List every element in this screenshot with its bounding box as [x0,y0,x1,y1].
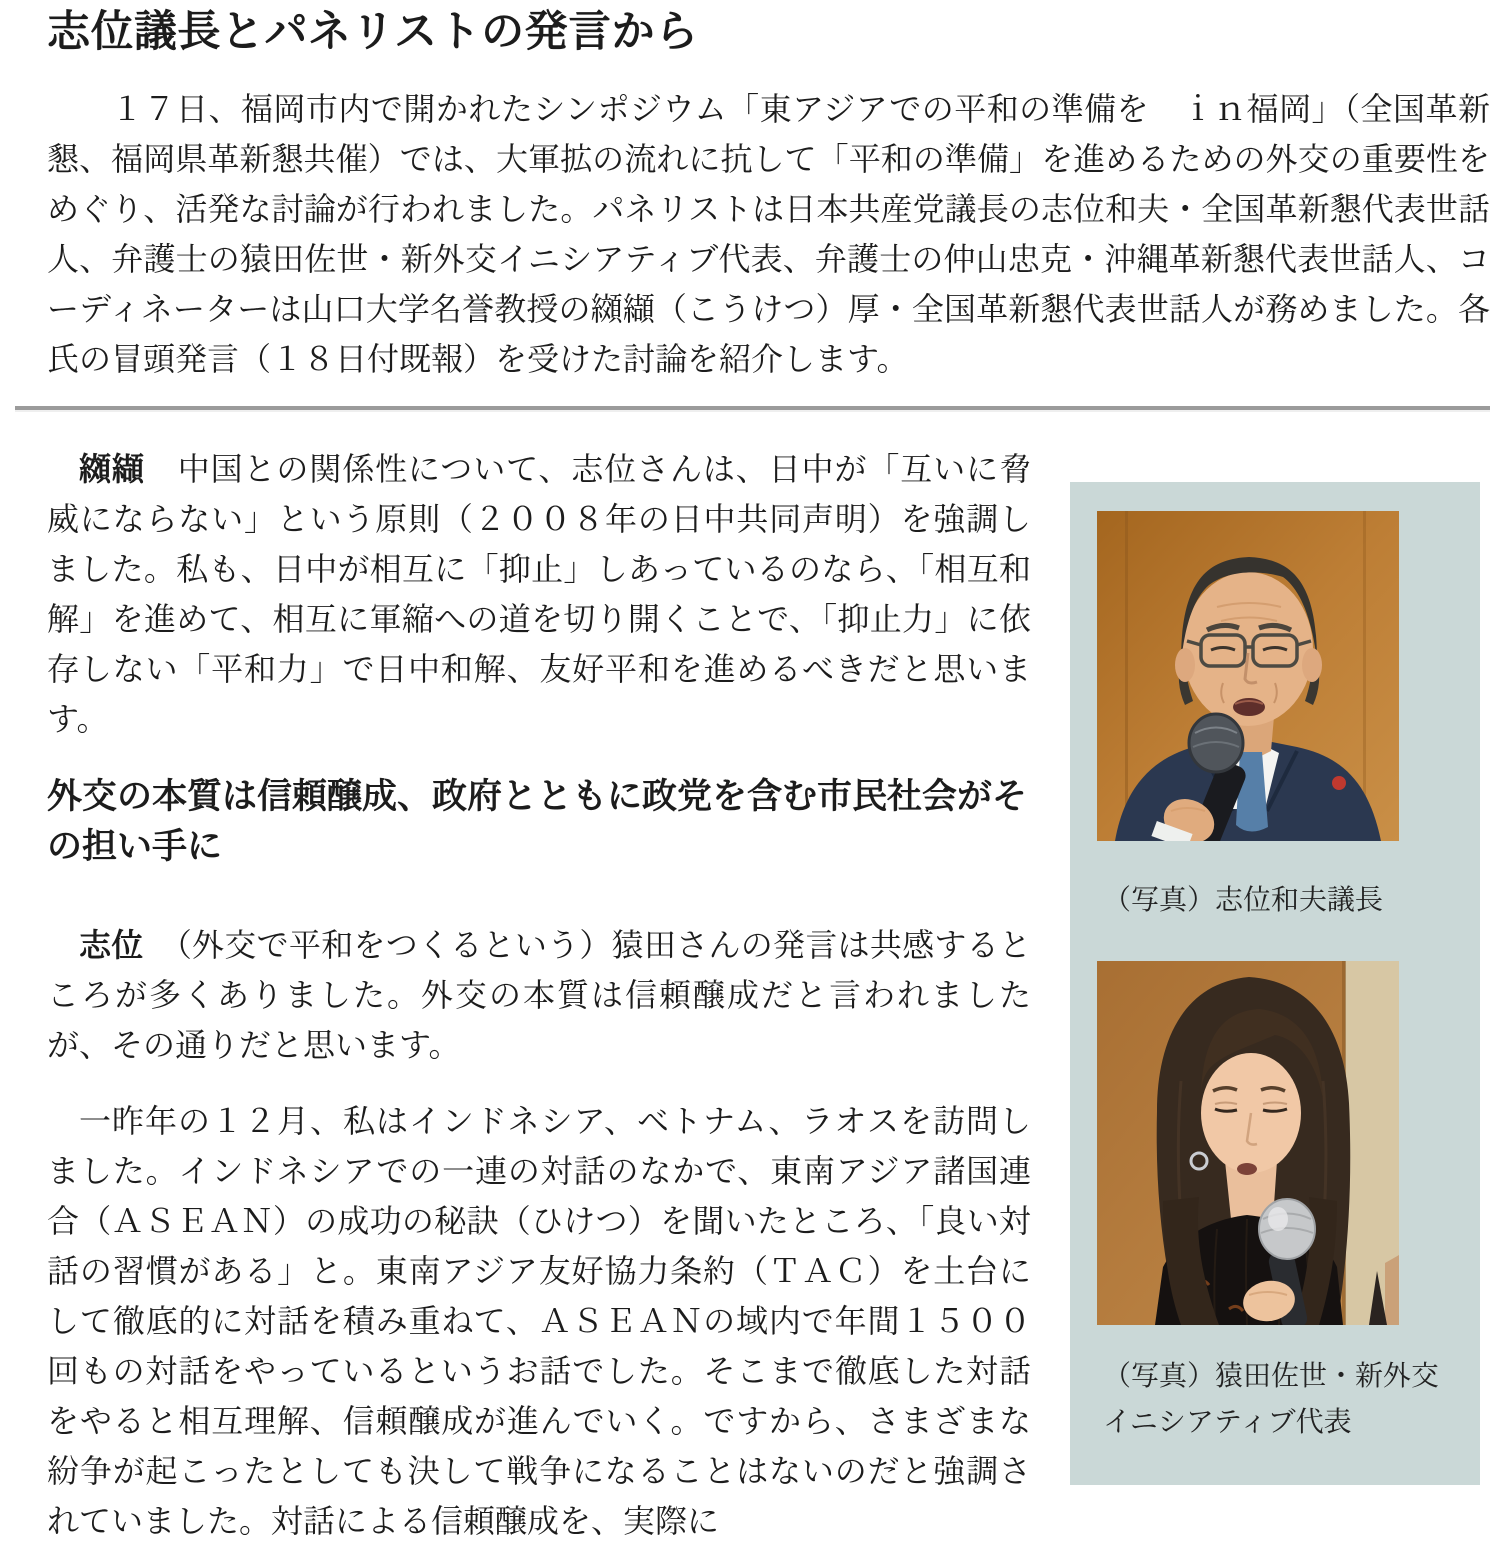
speaker-name-shii: 志位 [79,927,144,963]
paragraph-asean: 一昨年の１２月、私はインドネシア、ベトナム、ラオスを訪問しました。インドネシアでの一連の対話のなかで、東南アジア諸国連合（ＡＳＥＡＮ）の成功の秘訣（ひけつ）を聞いたところ、「良い対話の習慣がある」と。東南アジア友好協力条約（ＴＡＣ）を土台にして徹底的に対話を積み重ねて、ＡＳＥＡＮの域内で年間１５００回もの対話をやっているというお話でした。そこまで徹底した対話をやると相互理解、信頼醸成が進んでいく。ですから、さまざまな紛争が起こったとしても決して戦争になることはないのだと強調されていました。対話による信頼醸成を、実際に [47,1103,1031,1539]
photo-sidebar [1070,482,1480,1485]
article-title: 志位議長とパネリストの発言から [47,8,699,56]
speaker-name-kouketsu: 纐纈 [79,451,145,487]
photo-shii-kazuo [1097,511,1399,841]
photo-saruta-sayo [1097,961,1399,1325]
paragraph-text-kouketsu: 中国との関係性について、志位さんは、日中が「互いに脅威にならない」という原則（２００８年の日中共同声明）を強調しました。私も、日中が相互に「抑止」しあっているのなら、「相互和解」を進めて、相互に軍縮への道を切り開くことで、「抑止力」に依存しない「平和力」で日中和解、友好平和を進めるべきだと思います。 [47,451,1031,737]
section-divider [15,406,1490,412]
saruta-photo-illustration [1097,961,1399,1325]
subheading: 外交の本質は信頼醸成、政府とともに政党を含む市民社会がその担い手に [47,777,1028,866]
photo-caption-shii: （写真）志位和夫議長 [1103,884,1384,915]
paragraph-text-shii: （外交で平和をつくるという）猿田さんの発言は共感するところが多くありました。外交の本質は信頼醸成だと言われましたが、その通りだと思います。 [47,927,1031,1063]
article-page [0,6,1507,1546]
lead-paragraph: １７日、福岡市内で開かれたシンポジウム「東アジアでの平和の準備を ｉｎ福岡」（全国革新懇、福岡県革新懇共催）では、大軍拡の流れに抗して「平和の準備」を進めるための外交の重要性をめぐり、活発な討論が行われました。パネリストは日本共産党議長の志位和夫・全国革新懇代表世話人、弁護士の猿田佐世・新外交イニシアティブ代表、弁護士の仲山忠克・沖縄革新懇代表世話人、コーディネーターは山口大学名誉教授の纐纈（こうけつ）厚・全国革新懇代表世話人が務めました。各氏の冒頭発言（１８日付既報）を受けた討論を紹介します。 [47,91,1490,377]
article-body [47,444,1490,1546]
shii-photo-illustration [1097,511,1399,841]
photo-caption-saruta: （写真）猿田佐世・新外交イニシアティブ代表 [1103,1360,1440,1437]
